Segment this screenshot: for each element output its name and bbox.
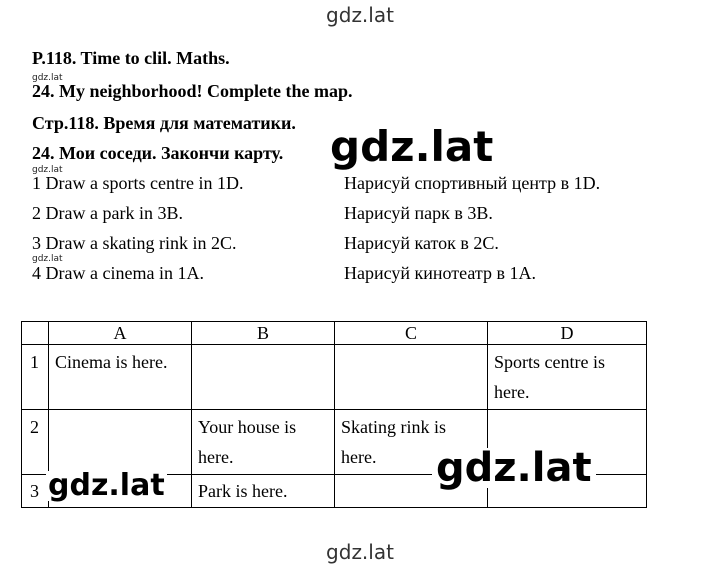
column-header-c: C (335, 322, 488, 345)
watermark-bottom: gdz.lat (326, 540, 394, 564)
table-header-row (22, 322, 647, 345)
column-header-d: D (488, 322, 647, 345)
task-en-1: 1 Draw a sports centre in 1D. (32, 173, 244, 193)
watermark-top: gdz.lat (326, 3, 394, 27)
map-cell-1a: Cinema is here. (49, 345, 192, 410)
map-cell-2b: Your house is here. (192, 410, 335, 475)
map-cell-1d: Sports centre is here. (488, 345, 647, 410)
watermark-large: gdz.lat (48, 468, 165, 503)
task-heading-ru: 24. Мои соседи. Закончи карту. (32, 143, 284, 163)
task-ru-4: Нарисуй кинотеатр в 1A. (344, 263, 536, 283)
header-corner (22, 322, 49, 345)
watermark-small: gdz.lat (32, 165, 63, 175)
task-ru-1: Нарисуй спортивный центр в 1D. (344, 173, 601, 193)
watermark-small: gdz.lat (32, 73, 63, 83)
task-ru-2: Нарисуй парк в 3B. (344, 203, 493, 223)
map-cell-2c: Skating rink is here. (335, 410, 488, 475)
map-cell-1c (335, 345, 488, 410)
watermark-large: gdz.lat (432, 448, 596, 488)
watermark-large: gdz.lat (330, 122, 494, 171)
page-heading-en: P.118. Time to clil. Maths. (32, 48, 230, 68)
map-cell-3b: Park is here. (192, 475, 335, 508)
task-en-2: 2 Draw a park in 3B. (32, 203, 183, 223)
map-cell-2a (49, 410, 192, 475)
row-number: 1 (22, 345, 49, 410)
table-row (22, 345, 647, 410)
task-ru-3: Нарисуй каток в 2C. (344, 233, 499, 253)
task-en-3: 3 Draw a skating rink in 2C. (32, 233, 237, 253)
column-header-b: B (192, 322, 335, 345)
map-cell-1b (192, 345, 335, 410)
column-header-a: A (49, 322, 192, 345)
watermark-small: gdz.lat (32, 254, 63, 264)
row-number: 3 (22, 475, 49, 508)
task-heading-en: 24. My neighborhood! Complete the map. (32, 81, 353, 101)
row-number: 2 (22, 410, 49, 475)
page-heading-ru: Стр.118. Время для математики. (32, 113, 296, 133)
task-en-4: 4 Draw a cinema in 1A. (32, 263, 204, 283)
